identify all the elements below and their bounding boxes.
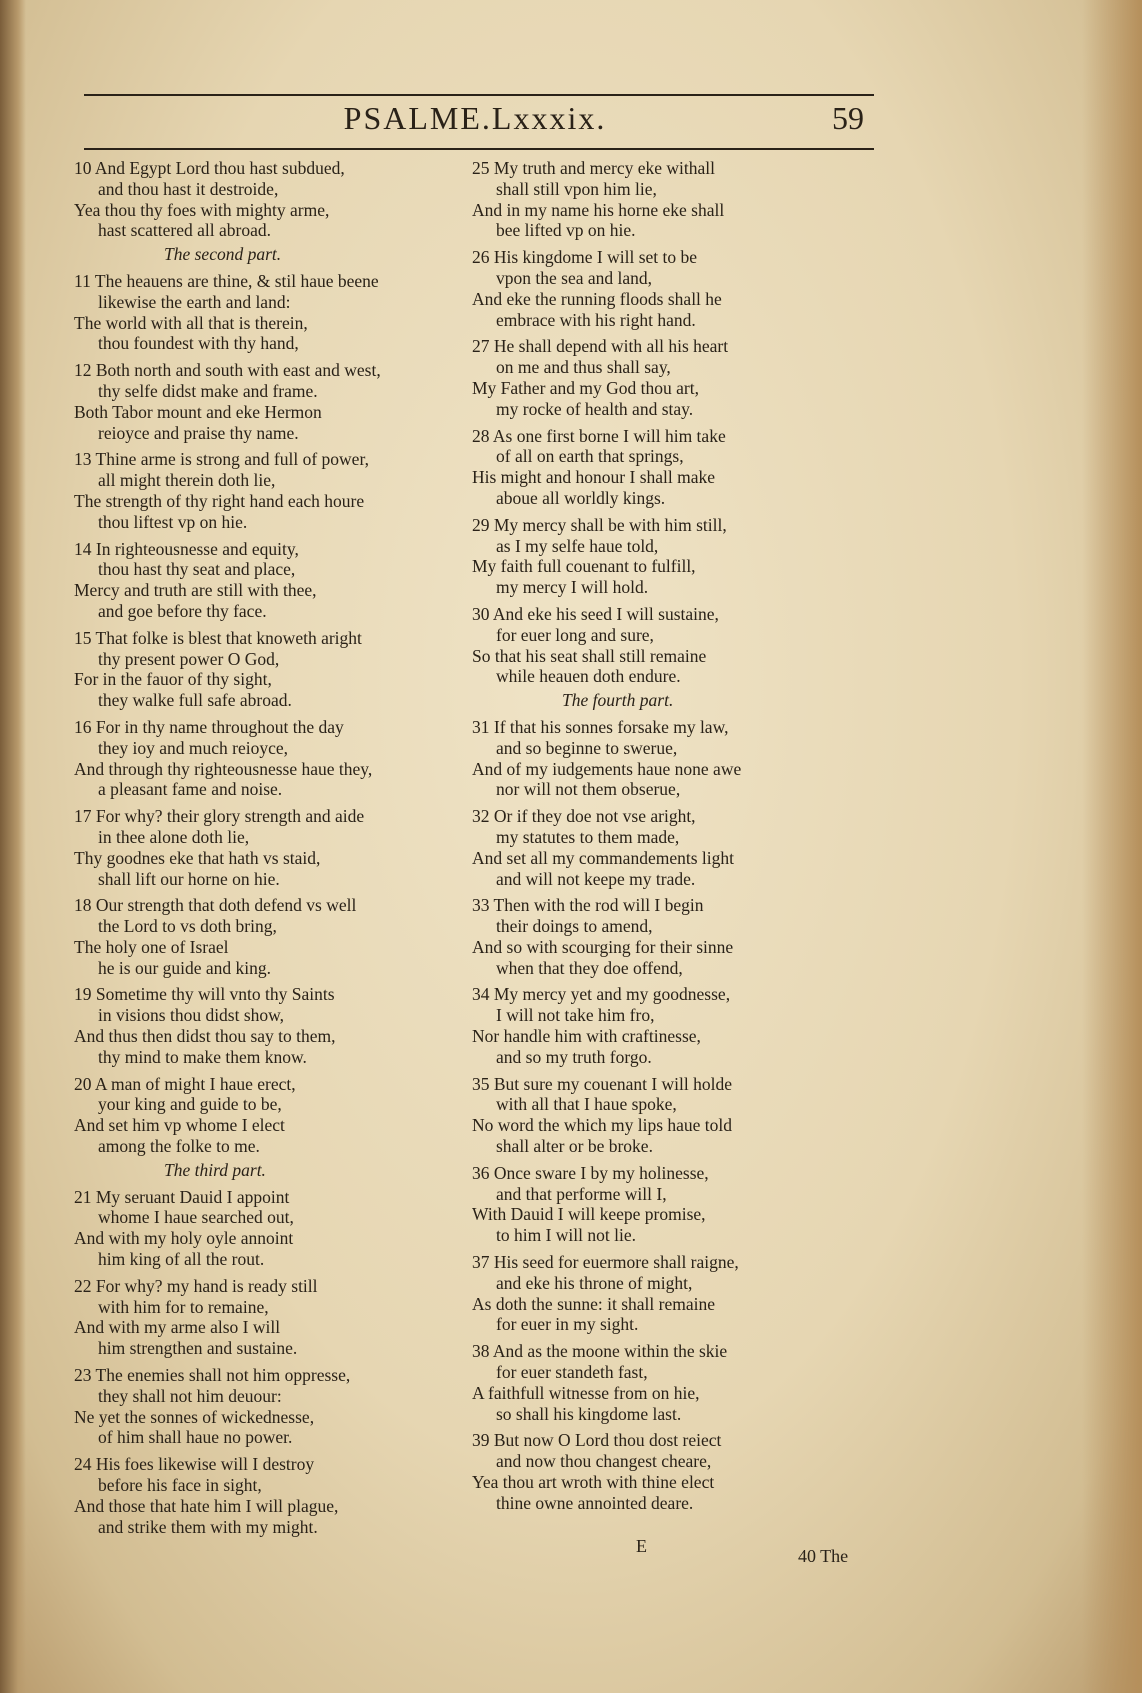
verse-line: him king of all the rout.: [98, 1249, 265, 1270]
verse-line: thou liftest vp on hie.: [98, 511, 248, 532]
verse-line: As doth the sunne: it shall remaine: [472, 1293, 716, 1314]
part-heading: The fourth part.: [562, 690, 674, 711]
signature-mark: E: [636, 1536, 647, 1556]
verse-line: And of my iudgements haue none awe: [472, 758, 742, 779]
verse-line: vpon the sea and land,: [496, 267, 652, 288]
verse-line: My Father and my God thou art,: [472, 377, 699, 398]
verse-line: No word the which my lips haue told: [472, 1115, 733, 1136]
verse-line: And in my name his horne eke shall: [472, 199, 725, 220]
verse-line: 38 And as the moone within the skie: [472, 1341, 728, 1362]
verse-line: 35 But sure my couenant I will holde: [472, 1073, 733, 1094]
right-column: [472, 158, 832, 1514]
verse-line: and thou hast it destroide,: [98, 178, 279, 199]
verse-line: my statutes to them made,: [496, 826, 680, 847]
top-rule: [84, 94, 874, 96]
verse-line: and strike them with my might.: [98, 1516, 318, 1537]
verse-line: thy selfe didst make and frame.: [98, 380, 318, 401]
verse-line: they shall not him deuour:: [98, 1385, 282, 1406]
verse-line: a pleasant fame and noise.: [98, 779, 283, 800]
running-head: PSALME.Lxxxix.: [343, 100, 607, 136]
verse-line: And so with scourging for their sinne: [472, 936, 734, 957]
verse-line: 11 The heauens are thine, & stil haue beene: [74, 270, 379, 291]
verse-line: 25 My truth and mercy eke withall: [472, 158, 715, 178]
verse-line: before his face in sight,: [98, 1475, 262, 1496]
verse-line: and eke his throne of might,: [496, 1272, 693, 1293]
verse-line: And thus then didst thou say to them,: [74, 1026, 336, 1047]
verse-line: 10 And Egypt Lord thou hast subdued,: [74, 158, 345, 178]
verse-line: for euer long and sure,: [496, 624, 654, 645]
verse-line: A faithfull witnesse from on hie,: [472, 1382, 700, 1403]
verse-line: 32 Or if they doe not vse aright,: [472, 806, 696, 827]
verse-line: in visions thou didst show,: [98, 1005, 285, 1026]
verse-line: while heauen doth endure.: [496, 666, 681, 687]
verse-line: among the folke to me.: [98, 1136, 260, 1157]
verse-line: they walke full safe abroad.: [98, 690, 292, 711]
verse-line: Yea thou art wroth with thine elect: [472, 1472, 715, 1493]
verse-line: 30 And eke his seed I will sustaine,: [472, 603, 719, 624]
verse-line: 13 Thine arme is strong and full of power,: [74, 449, 369, 470]
verse-line: 19 Sometime thy will vnto thy Saints: [74, 984, 335, 1005]
verse-line: of him shall haue no power.: [98, 1427, 293, 1448]
verse-line: 28 As one first borne I will him take: [472, 425, 726, 446]
verse-line: thy mind to make them know.: [98, 1046, 307, 1067]
verse-line: to him I will not lie.: [496, 1225, 636, 1246]
verse-line: Yea thou thy foes with mighty arme,: [74, 199, 330, 220]
verse-line: 21 My seruant Dauid I appoint: [74, 1186, 290, 1207]
verse-line: shall still vpon him lie,: [496, 178, 657, 199]
verse-line: For in the fauor of thy sight,: [74, 669, 272, 690]
verse-line: 16 For in thy name throughout the day: [74, 716, 344, 737]
verse-line: 22 For why? my hand is ready still: [74, 1275, 318, 1296]
verse-line: thou foundest with thy hand,: [98, 333, 299, 354]
verse-line: and will not keepe my trade.: [496, 868, 696, 889]
verse-line: 29 My mercy shall be with him still,: [472, 514, 727, 535]
verse-line: 24 His foes likewise will I destroy: [74, 1454, 315, 1475]
catchword: 40 The: [798, 1546, 849, 1566]
verse-line: as I my selfe haue told,: [496, 535, 659, 556]
verse-line: And with my arme also I will: [74, 1317, 281, 1338]
verse-line: all might therein doth lie,: [98, 470, 276, 491]
verse-line: And set him vp whome I elect: [74, 1115, 285, 1136]
verse-line: so shall his kingdome last.: [496, 1403, 682, 1424]
verse-line: Ne yet the sonnes of wickednesse,: [74, 1406, 315, 1427]
verse-line: 23 The enemies shall not him oppresse,: [74, 1365, 351, 1386]
verse-line: on me and thus shall say,: [496, 357, 671, 378]
verse-line: 26 His kingdome I will set to be: [472, 247, 698, 268]
verse-line: and so my truth forgo.: [496, 1046, 652, 1067]
page-number: 59: [832, 100, 864, 136]
verse-line: their doings to amend,: [496, 916, 653, 937]
verse-line: whome I haue searched out,: [98, 1207, 294, 1228]
verse-line: of all on earth that springs,: [496, 446, 684, 467]
verse-line: and so beginne to swerue,: [496, 737, 678, 758]
verse-line: Nor handle him with craftinesse,: [472, 1026, 701, 1047]
verse-line: shall alter or be broke.: [496, 1136, 653, 1157]
verse-line: hast scattered all abroad.: [98, 220, 271, 241]
verse-line: 14 In righteousnesse and equity,: [74, 538, 299, 559]
verse-line: And eke the running floods shall he: [472, 288, 722, 309]
verse-line: and that performe will I,: [496, 1183, 667, 1204]
verse-line: 34 My mercy yet and my goodnesse,: [472, 984, 731, 1005]
verse-line: 17 For why? their glory strength and aide: [74, 806, 365, 827]
verse-line: embrace with his right hand.: [496, 309, 696, 330]
verse-line: With Dauid I will keepe promise,: [472, 1204, 706, 1225]
verse-line: And set all my commandements light: [472, 847, 734, 868]
verse-line: 18 Our strength that doth defend vs well: [74, 895, 357, 916]
verse-line: thine owne annointed deare.: [496, 1492, 694, 1513]
verse-line: 39 But now O Lord thou dost reiect: [472, 1430, 722, 1451]
page-edge-stain: [1082, 0, 1142, 1693]
verse-line: shall lift our horne on hie.: [98, 868, 280, 889]
verse-line: The strength of thy right hand each houre: [74, 490, 365, 511]
verse-line: he is our guide and king.: [98, 957, 272, 978]
verse-line: for euer in my sight.: [496, 1314, 639, 1335]
verse-line: with all that I haue spoke,: [496, 1094, 677, 1115]
verse-line: 37 His seed for euermore shall raigne,: [472, 1252, 739, 1273]
verse-line: And through thy righteousnesse haue they,: [74, 758, 373, 779]
verse-line: My faith full couenant to fulfill,: [472, 556, 696, 577]
verse-line: 36 Once sware I by my holinesse,: [472, 1162, 709, 1183]
verse-line: So that his seat shall still remaine: [472, 645, 707, 666]
verse-line: they ioy and much reioyce,: [98, 737, 289, 758]
verse-line: 27 He shall depend with all his heart: [472, 336, 729, 357]
verse-line: and goe before thy face.: [98, 600, 267, 621]
verse-line: your king and guide to be,: [98, 1094, 282, 1115]
verse-line: And those that hate him I will plague,: [74, 1495, 339, 1516]
part-heading: The second part.: [164, 244, 282, 265]
verse-line: Both Tabor mount and eke Hermon: [74, 401, 322, 422]
verse-line: likewise the earth and land:: [98, 291, 291, 312]
verse-line: when that they doe offend,: [496, 957, 683, 978]
verse-line: and now thou changest cheare,: [496, 1451, 712, 1472]
verse-line: 12 Both north and south with east and west,: [74, 360, 381, 381]
verse-line: him strengthen and sustaine.: [98, 1338, 298, 1359]
verse-line: I will not take him fro,: [496, 1005, 655, 1026]
part-heading: The third part.: [164, 1159, 266, 1180]
verse-line: The holy one of Israel: [74, 936, 229, 957]
verse-line: 20 A man of might I haue erect,: [74, 1073, 296, 1094]
verse-line: The world with all that is therein,: [74, 312, 308, 333]
verse-line: my rocke of health and stay.: [496, 398, 694, 419]
verse-line: 15 That folke is blest that knoweth aright: [74, 627, 362, 648]
verse-line: bee lifted vp on hie.: [496, 220, 636, 241]
verse-line: His might and honour I shall make: [472, 467, 716, 488]
verse-line: aboue all worldly kings.: [496, 487, 666, 508]
verse-line: Mercy and truth are still with thee,: [74, 580, 317, 601]
verse-line: And with my holy oyle annoint: [74, 1228, 294, 1249]
verse-line: my mercy I will hold.: [496, 577, 649, 598]
verse-line: 31 If that his sonnes forsake my law,: [472, 716, 729, 737]
verse-line: Thy goodnes eke that hath vs staid,: [74, 847, 321, 868]
verse-line: thy present power O God,: [98, 648, 280, 669]
verse-line: the Lord to vs doth bring,: [98, 916, 277, 937]
verse-line: thou hast thy seat and place,: [98, 559, 296, 580]
verse-line: reioyce and praise thy name.: [98, 422, 299, 443]
verse-line: nor will not them obserue,: [496, 779, 681, 800]
header-rule: [84, 148, 874, 150]
left-column: [74, 158, 474, 1537]
verse-line: with him for to remaine,: [98, 1296, 269, 1317]
verse-line: 33 Then with the rod will I begin: [472, 895, 704, 916]
verse-line: for euer standeth fast,: [496, 1362, 648, 1383]
verse-line: in thee alone doth lie,: [98, 826, 250, 847]
page-gutter-shadow: [0, 0, 26, 1693]
